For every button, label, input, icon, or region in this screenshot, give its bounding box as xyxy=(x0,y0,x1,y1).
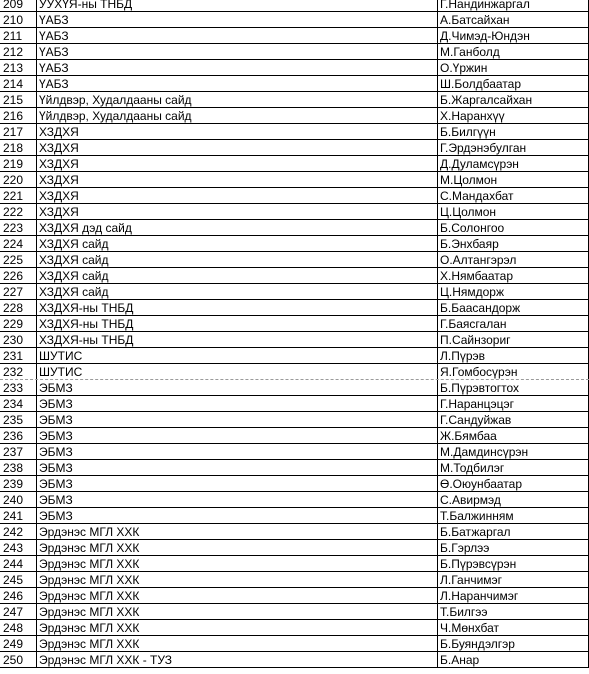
table-row xyxy=(0,412,589,428)
organization-cell[interactable]: ЭБМЗ xyxy=(37,460,438,475)
organization-cell[interactable]: ХЗДХЯ-ны ТНБД xyxy=(37,316,438,331)
organization-cell[interactable]: ҮАБЗ xyxy=(37,44,438,59)
row-number-cell[interactable]: 229 xyxy=(0,316,37,331)
table-row xyxy=(0,556,589,572)
row-number-cell[interactable]: 220 xyxy=(0,172,37,187)
table-row xyxy=(0,44,589,60)
row-number-cell[interactable]: 240 xyxy=(0,492,37,507)
table-row xyxy=(0,492,589,508)
organization-cell[interactable]: ХЗДХЯ xyxy=(37,124,438,139)
person-name-cell[interactable]: Д.Чимэд-Юндэн xyxy=(438,28,589,43)
row-number-cell[interactable]: 224 xyxy=(0,236,37,251)
organization-cell[interactable]: Эрдэнэс МГЛ ХХК xyxy=(37,588,438,603)
organization-cell[interactable]: Үйлдвэр, Худалдааны сайд xyxy=(37,92,438,107)
table-row xyxy=(0,156,589,172)
row-number-cell[interactable]: 217 xyxy=(0,124,37,139)
row-number-cell[interactable]: 226 xyxy=(0,268,37,283)
table-row xyxy=(0,268,589,284)
table-row xyxy=(0,316,589,332)
table-row xyxy=(0,348,589,364)
person-name-cell[interactable]: Г.Нандинжаргал xyxy=(438,0,589,11)
row-number-cell[interactable]: 211 xyxy=(0,28,37,43)
organization-cell[interactable]: Эрдэнэс МГЛ ХХК xyxy=(37,620,438,635)
table-row xyxy=(0,92,589,108)
person-name-cell[interactable]: Б.Баасандорж xyxy=(438,300,589,315)
person-name-cell[interactable]: М.Тодбилэг xyxy=(438,460,589,475)
person-name-cell[interactable]: Ц.Цолмон xyxy=(438,204,589,219)
organization-cell[interactable]: ШУТИС xyxy=(37,364,438,379)
row-number-cell[interactable]: 246 xyxy=(0,588,37,603)
row-number-cell[interactable]: 227 xyxy=(0,284,37,299)
person-name-cell[interactable]: Б.Буяндэлгэр xyxy=(438,636,589,651)
table-row xyxy=(0,188,589,204)
person-name-cell[interactable]: Б.Энхбаяр xyxy=(438,236,589,251)
person-name-cell[interactable]: П.Сайнзориг xyxy=(438,332,589,347)
row-number-cell[interactable]: 245 xyxy=(0,572,37,587)
person-name-cell[interactable]: Б.Пүрэвтогтох xyxy=(438,380,589,395)
organization-cell[interactable]: ЭБМЗ xyxy=(37,492,438,507)
row-number-cell[interactable]: 225 xyxy=(0,252,37,267)
table-row xyxy=(0,140,589,156)
person-name-cell[interactable]: Д.Дуламсүрэн xyxy=(438,156,589,171)
table-row xyxy=(0,540,589,556)
organization-cell[interactable]: ХЗДХЯ сайд xyxy=(37,252,438,267)
organization-cell[interactable]: Эрдэнэс МГЛ ХХК - ТУЗ xyxy=(37,652,438,667)
row-number-cell[interactable]: 238 xyxy=(0,460,37,475)
table-row xyxy=(0,524,589,540)
row-number-cell[interactable]: 213 xyxy=(0,60,37,75)
row-number-cell[interactable]: 228 xyxy=(0,300,37,315)
table-row xyxy=(0,12,589,28)
table-row xyxy=(0,364,589,380)
table-row xyxy=(0,108,589,124)
person-name-cell[interactable]: Т.Балжинням xyxy=(438,508,589,523)
organization-cell[interactable]: ХЗДХЯ xyxy=(37,188,438,203)
row-number-cell[interactable]: 250 xyxy=(0,652,37,667)
row-number-cell[interactable]: 241 xyxy=(0,508,37,523)
organization-cell[interactable]: ХЗДХЯ xyxy=(37,204,438,219)
table-row xyxy=(0,60,589,76)
organization-cell[interactable]: ҮАБЗ xyxy=(37,12,438,27)
table-row xyxy=(0,252,589,268)
person-name-cell[interactable]: Х.Наранхүү xyxy=(438,108,589,123)
row-number-cell[interactable]: 234 xyxy=(0,396,37,411)
person-name-cell[interactable]: Т.Билгээ xyxy=(438,604,589,619)
row-number-cell[interactable]: 214 xyxy=(0,76,37,91)
organization-cell[interactable]: ЭБМЗ xyxy=(37,508,438,523)
person-name-cell[interactable]: Г.Эрдэнэбулган xyxy=(438,140,589,155)
person-name-cell[interactable]: М.Цолмон xyxy=(438,172,589,187)
row-number-cell[interactable]: 236 xyxy=(0,428,37,443)
row-number-cell[interactable]: 222 xyxy=(0,204,37,219)
row-number-cell[interactable]: 231 xyxy=(0,348,37,363)
table-row xyxy=(0,124,589,140)
table-row xyxy=(0,0,589,12)
row-number-cell[interactable]: 212 xyxy=(0,44,37,59)
person-name-cell[interactable]: Ө.Оюунбаатар xyxy=(438,476,589,491)
person-name-cell[interactable]: Я.Гомбосүрэн xyxy=(438,364,589,379)
table-row xyxy=(0,220,589,236)
person-name-cell[interactable]: Ч.Мөнхбат xyxy=(438,620,589,635)
organization-cell[interactable]: Эрдэнэс МГЛ ХХК xyxy=(37,524,438,539)
person-name-cell[interactable]: Б.Гэрлээ xyxy=(438,540,589,555)
table-row xyxy=(0,76,589,92)
row-number-cell[interactable]: 219 xyxy=(0,156,37,171)
row-number-cell[interactable]: 244 xyxy=(0,556,37,571)
table-row xyxy=(0,396,589,412)
organization-cell[interactable]: ҮАБЗ xyxy=(37,76,438,91)
table-row xyxy=(0,428,589,444)
person-name-cell[interactable]: Б.Пүрэвсүрэн xyxy=(438,556,589,571)
table-row xyxy=(0,236,589,252)
table-row xyxy=(0,620,589,636)
person-name-cell[interactable]: Л.Наранчимэг xyxy=(438,588,589,603)
person-name-cell[interactable]: М.Ганболд xyxy=(438,44,589,59)
organization-cell[interactable]: ХЗДХЯ xyxy=(37,172,438,187)
table-row xyxy=(0,588,589,604)
row-number-cell[interactable]: 209 xyxy=(0,0,37,11)
table-row xyxy=(0,380,589,396)
table-row xyxy=(0,476,589,492)
table-row xyxy=(0,508,589,524)
organization-cell[interactable]: ХЗДХЯ xyxy=(37,140,438,155)
person-name-cell[interactable]: Г.Наранцэцэг xyxy=(438,396,589,411)
row-number-cell[interactable]: 243 xyxy=(0,540,37,555)
organization-cell[interactable]: ХЗДХЯ xyxy=(37,156,438,171)
table-row xyxy=(0,172,589,188)
person-name-cell[interactable]: М.Дамдинсүрэн xyxy=(438,444,589,459)
table-row xyxy=(0,636,589,652)
person-name-cell[interactable]: Х.Нямбаатар xyxy=(438,268,589,283)
person-name-cell[interactable]: Ш.Болдбаатар xyxy=(438,76,589,91)
row-number-cell[interactable]: 239 xyxy=(0,476,37,491)
organization-cell[interactable]: Үйлдвэр, Худалдааны сайд xyxy=(37,108,438,123)
person-name-cell[interactable]: Ц.Нямдорж xyxy=(438,284,589,299)
person-name-cell[interactable]: Г.Сандуйжав xyxy=(438,412,589,427)
organization-cell[interactable]: ЭБМЗ xyxy=(37,476,438,491)
organization-cell[interactable]: ЭБМЗ xyxy=(37,444,438,459)
organization-cell[interactable]: ХЗДХЯ сайд xyxy=(37,284,438,299)
organization-cell[interactable]: ЭБМЗ xyxy=(37,428,438,443)
person-name-cell[interactable]: Б.Анар xyxy=(438,652,589,667)
person-name-cell[interactable]: Б.Батжаргал xyxy=(438,524,589,539)
organization-cell[interactable]: УУХҮЯ-ны ТНБД xyxy=(37,0,438,11)
organization-cell[interactable]: Эрдэнэс МГЛ ХХК xyxy=(37,572,438,587)
row-number-cell[interactable]: 221 xyxy=(0,188,37,203)
organization-cell[interactable]: ХЗДХЯ-ны ТНБД xyxy=(37,332,438,347)
person-name-cell[interactable]: Л.Пүрэв xyxy=(438,348,589,363)
row-number-cell[interactable]: 218 xyxy=(0,140,37,155)
person-name-cell[interactable]: С.Авирмэд xyxy=(438,492,589,507)
organization-cell[interactable]: Эрдэнэс МГЛ ХХК xyxy=(37,556,438,571)
table-row xyxy=(0,204,589,220)
person-name-cell[interactable]: Л.Ганчимэг xyxy=(438,572,589,587)
row-number-cell[interactable]: 249 xyxy=(0,636,37,651)
organization-cell[interactable]: ХЗДХЯ дэд сайд xyxy=(37,220,438,235)
row-number-cell[interactable]: 223 xyxy=(0,220,37,235)
row-number-cell[interactable]: 237 xyxy=(0,444,37,459)
person-name-cell[interactable]: Ж.Бямбаа xyxy=(438,428,589,443)
person-name-cell[interactable]: С.Мандахбат xyxy=(438,188,589,203)
person-name-cell[interactable]: О.Алтангэрэл xyxy=(438,252,589,267)
row-number-cell[interactable]: 230 xyxy=(0,332,37,347)
organization-cell[interactable]: ХЗДХЯ-ны ТНБД xyxy=(37,300,438,315)
person-name-cell[interactable]: А.Батсайхан xyxy=(438,12,589,27)
table-row xyxy=(0,284,589,300)
organization-cell[interactable]: ХЗДХЯ сайд xyxy=(37,236,438,251)
organization-cell[interactable]: ХЗДХЯ сайд xyxy=(37,268,438,283)
table-row xyxy=(0,460,589,476)
row-number-cell[interactable]: 233 xyxy=(0,380,37,395)
organization-cell[interactable]: ҮАБЗ xyxy=(37,28,438,43)
organization-cell[interactable]: Эрдэнэс МГЛ ХХК xyxy=(37,604,438,619)
table-row xyxy=(0,300,589,316)
table-row xyxy=(0,28,589,44)
person-name-cell[interactable]: О.Үржин xyxy=(438,60,589,75)
person-name-cell[interactable]: Б.Билгүүн xyxy=(438,124,589,139)
row-number-cell[interactable]: 215 xyxy=(0,92,37,107)
row-number-cell[interactable]: 210 xyxy=(0,12,37,27)
row-number-cell[interactable]: 247 xyxy=(0,604,37,619)
organization-cell[interactable]: Эрдэнэс МГЛ ХХК xyxy=(37,636,438,651)
table-row xyxy=(0,332,589,348)
table-row xyxy=(0,444,589,460)
row-number-cell[interactable]: 235 xyxy=(0,412,37,427)
person-name-cell[interactable]: Г.Баясгалан xyxy=(438,316,589,331)
table-row xyxy=(0,652,589,668)
organization-cell[interactable]: ЭБМЗ xyxy=(37,380,438,395)
organization-cell[interactable]: ҮАБЗ xyxy=(37,60,438,75)
row-number-cell[interactable]: 242 xyxy=(0,524,37,539)
organization-cell[interactable]: ШУТИС xyxy=(37,348,438,363)
table-row xyxy=(0,572,589,588)
row-number-cell[interactable]: 232 xyxy=(0,364,37,379)
organization-cell[interactable]: ЭБМЗ xyxy=(37,412,438,427)
row-number-cell[interactable]: 216 xyxy=(0,108,37,123)
organization-cell[interactable]: Эрдэнэс МГЛ ХХК xyxy=(37,540,438,555)
person-name-cell[interactable]: Б.Жаргалсайхан xyxy=(438,92,589,107)
table-row xyxy=(0,604,589,620)
organization-cell[interactable]: ЭБМЗ xyxy=(37,396,438,411)
row-number-cell[interactable]: 248 xyxy=(0,620,37,635)
person-name-cell[interactable]: Б.Солонгоо xyxy=(438,220,589,235)
